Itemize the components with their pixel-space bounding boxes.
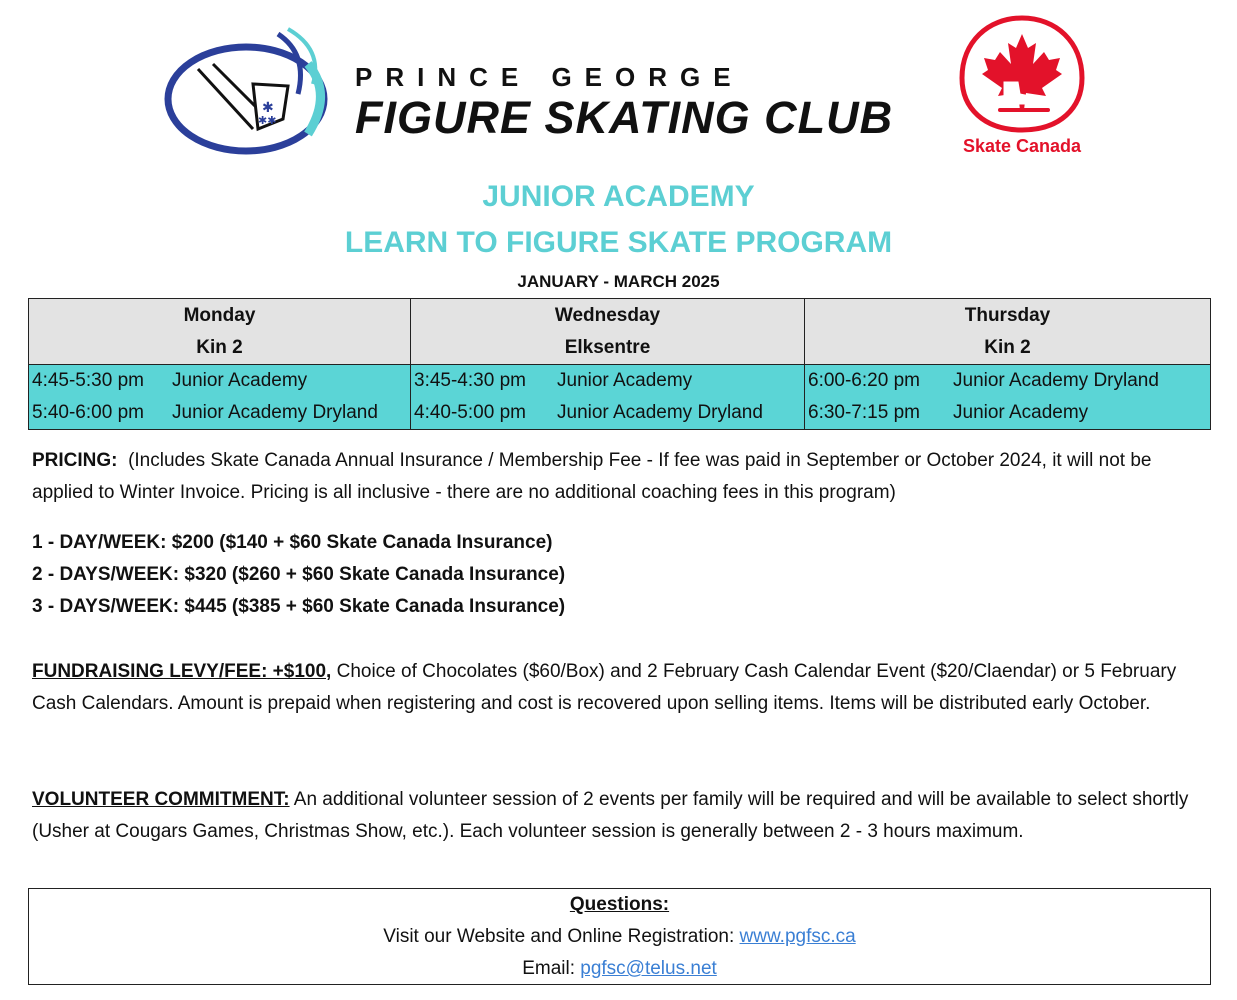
- fundraising-text: Choice of Chocolates ($60/Box) and 2 February Cash Calendar Event ($20/Claendar) or 5 February Cash Calendars. Amount is prepaid when registering and cost is recovered upon selling items. Items will be distributed early October.: [32, 661, 1177, 714]
- skate-canada-wordmark: Skate Canada: [962, 136, 1082, 156]
- day-location: Kin 2: [984, 337, 1031, 358]
- volunteer-paragraph: [32, 784, 1202, 848]
- volunteer-text: An additional volunteer session of 2 events per family will be required and will be available to select shortly (Usher at Cougars Games, Christmas Show, etc.). Each volunteer session is generally between 2 - 3 hours maximum.: [32, 789, 1189, 842]
- questions-box: [28, 888, 1211, 985]
- program-dates: JANUARY - MARCH 2025: [517, 272, 720, 291]
- day-header-thursday: [805, 299, 1211, 365]
- club-name-line1: PRINCE GEORGE: [355, 62, 744, 92]
- day-name: Thursday: [964, 305, 1051, 326]
- session-time: 4:40-5:00 pm: [414, 402, 526, 423]
- price-option-3: 3 - DAYS/WEEK: $445 ($385 + $60 Skate Canada Insurance): [32, 596, 566, 617]
- session-row: [29, 365, 410, 397]
- skate-canada-logo: [956, 12, 1088, 138]
- website-line: [29, 921, 1210, 953]
- pricing-label: PRICING:: [32, 450, 118, 471]
- email-label: Email:: [522, 958, 581, 979]
- session-time: 6:30-7:15 pm: [808, 402, 920, 423]
- questions-heading: Questions:: [569, 894, 670, 915]
- pricing-paragraph: [32, 445, 1202, 509]
- session-name: Junior Academy: [953, 402, 1089, 423]
- pricing-note: (Includes Skate Canada Annual Insurance / Membership Fee - If fee was paid in September or October 2024, it will not be applied to Winter Invoice. Pricing is all inclusive - there are no additional coaching fees in this program): [32, 450, 1152, 503]
- schedule-sessions-row: [29, 365, 1211, 430]
- website-label: Visit our Website and Online Registration:: [383, 926, 740, 947]
- session-row: [29, 397, 410, 429]
- session-time: 4:45-5:30 pm: [32, 370, 144, 391]
- day-location: Elksentre: [564, 337, 651, 358]
- fundraising-paragraph: [32, 656, 1202, 720]
- session-row: [805, 397, 1210, 429]
- sessions-monday: [29, 365, 411, 430]
- session-name: Junior Academy Dryland: [172, 402, 378, 423]
- session-time: 3:45-4:30 pm: [414, 370, 526, 391]
- svg-text:✱✱: ✱✱: [258, 114, 277, 127]
- email-link[interactable]: pgfsc@telus.net: [580, 958, 717, 979]
- session-name: Junior Academy: [557, 370, 693, 391]
- price-option-2: 2 - DAYS/WEEK: $320 ($260 + $60 Skate Canada Insurance): [32, 564, 566, 585]
- day-location: Kin 2: [196, 337, 243, 358]
- session-row: [411, 397, 804, 429]
- session-time: 5:40-6:00 pm: [32, 402, 144, 423]
- session-name: Junior Academy Dryland: [953, 370, 1159, 391]
- email-line: [29, 953, 1210, 985]
- session-name: Junior Academy: [172, 370, 308, 391]
- session-row: [411, 365, 804, 397]
- sessions-thursday: [805, 365, 1211, 430]
- schedule-header-row: [29, 299, 1211, 365]
- club-logo: [158, 24, 338, 164]
- program-title-line2: LEARN TO FIGURE SKATE PROGRAM: [344, 226, 893, 259]
- day-name: Monday: [183, 305, 256, 326]
- club-name-line2: FIGURE SKATING CLUB: [355, 92, 894, 143]
- volunteer-label: VOLUNTEER COMMITMENT:: [32, 789, 290, 810]
- svg-text:✱: ✱: [262, 100, 274, 116]
- day-name: Wednesday: [554, 305, 661, 326]
- session-row: [805, 365, 1210, 397]
- schedule-table: [28, 298, 1211, 430]
- session-name: Junior Academy Dryland: [557, 402, 763, 423]
- sessions-wednesday: [411, 365, 805, 430]
- fundraising-label: FUNDRAISING LEVY/FEE: +$100,: [32, 661, 332, 682]
- session-time: 6:00-6:20 pm: [808, 370, 920, 391]
- website-link[interactable]: www.pgfsc.ca: [739, 926, 856, 947]
- day-header-monday: [29, 299, 411, 365]
- price-option-1: 1 - DAY/WEEK: $200 ($140 + $60 Skate Canada Insurance): [32, 532, 553, 553]
- program-title-line1: JUNIOR ACADEMY: [482, 180, 755, 213]
- day-header-wednesday: [411, 299, 805, 365]
